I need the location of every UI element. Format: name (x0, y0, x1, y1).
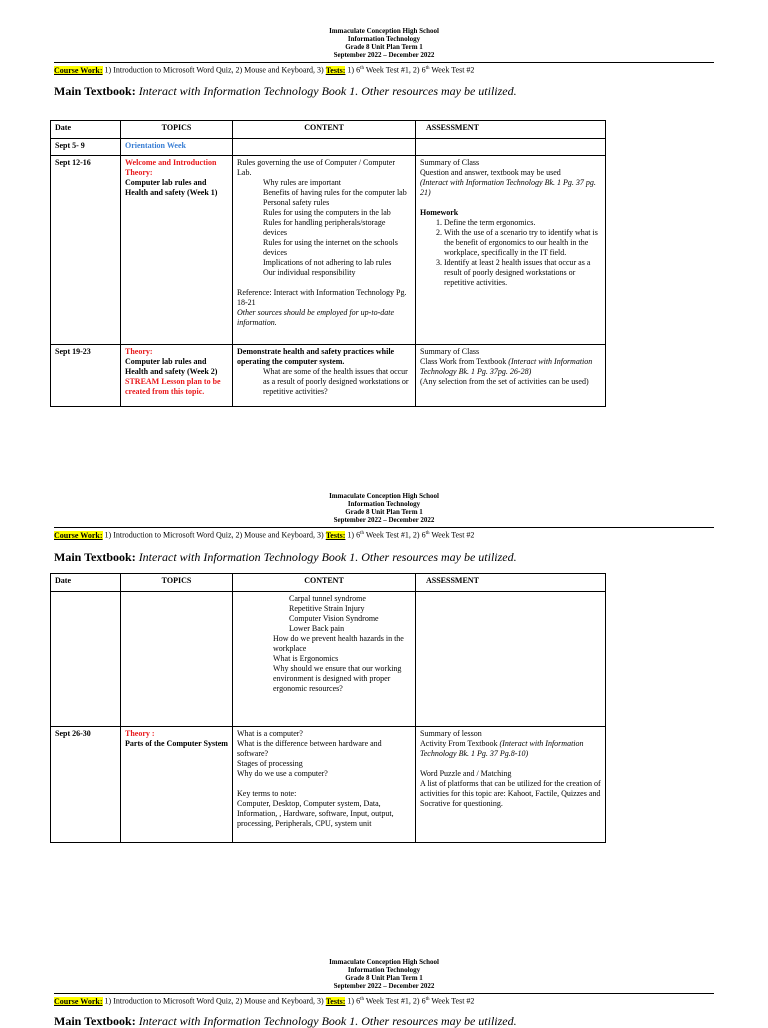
table-header-row: Date TOPICS CONTENT ASSESSMENT (51, 574, 606, 592)
page-header (0, 27, 768, 59)
table-row: Carpal tunnel syndrome Repetitive Strain Injury Computer Vision Syndrome Lower Back pain How do we prevent health hazards in the workplace What is Ergonomics Why should we ensure that our working environment is designed with proper ergonomic resources? (51, 592, 606, 727)
school-name: Immaculate Conception High School (329, 27, 439, 35)
main-textbook: Main Textbook: Interact with Information Technology Book 1. Other resources may be utilized. (54, 84, 517, 98)
col-assessment: ASSESSMENT (416, 121, 606, 139)
header-rule (54, 993, 714, 994)
col-date: Date (51, 121, 121, 139)
header-rule (54, 527, 714, 528)
col-content: CONTENT (233, 121, 416, 139)
subject-name: Information Technology (347, 35, 421, 43)
coursework-line: Course Work: 1) Introduction to Microsoft Word Quiz, 2) Mouse and Keyboard, 3) Tests: 1) 6th Week Test #1, 2) 6th Week Test #2 (54, 65, 475, 75)
homework-list: 1. Define the term ergonomics. 2. With the use of a scenario try to identify what is the benefit of ergonomics to our health in the workplace, specifically in the IT field. 3. Identify at least 2 health issues that occur as a result of poorly designed workstations or repetitive activities. (420, 218, 601, 288)
table-row: Sept 12-16 Welcome and Introduction Theory: Computer lab rules and Health and safety (Week 1) Rules governing the use of Computer / Computer Lab. Why rules are important Benefits of having rules for the computer lab Personal safety rules Rules for using the computers in the lab Rules for handling peripherals/storage devices Rules for using the internet on the schools devices Implications of not adhering to lab rules Our individual responsibility Reference: Interact with Information Technology Pg. 18-21 Other sources should be employed for up-to-date information. Summary of Class Question and answer, textbook may be used (Interact with Information Technology Bk. 1 Pg. 37 pg. 21) Homework 1. Define the term ergonomics. 2. With the use of a scenario try to identify what is the benefit of ergonomics to our health in the workplace, specifically in the IT field. 3. Identify at least 2 health issues that occur as a result of poorly designed workstations or repetitive activities. (51, 156, 606, 345)
table-header-row (51, 121, 606, 139)
page-header: Immaculate Conception High School Information Technology Grade 8 Unit Plan Term 1 September 2022 – December 2022 (329, 492, 439, 524)
table-row: Sept 26-30 Theory : Parts of the Computer System What is a computer? What is the difference between hardware and software? Stages of processing Why do we use a computer? Key terms to note: Computer, Desktop, Computer system, Data, Information, , Hardware, software, Input, output, processing, Peripherals, CPU, system unit Summary of lesson Activity From Textbook (Interact with Information Technology Bk. 1 Pg. 37 Pg.8-10) Word Puzzle and / Matching A list of platforms that can be utilized for the creation of activities for this topic are: Kahoot, Factile, Quizzes and Socrative for questioning. (51, 727, 606, 843)
main-textbook: Main Textbook: Interact with Information Technology Book 1. Other resources may be utilized. (54, 1014, 517, 1028)
unit-plan-table (50, 120, 606, 407)
plan-name: Grade 8 Unit Plan Term 1 (345, 43, 423, 51)
table-row: Sept 19-23 Theory: Computer lab rules and Health and safety (Week 2) STREAM Lesson plan to be created from this topic. Demonstrate health and safety practices while operating the computer system. What are some of the health issues that occur as a result of poorly designed workstations or repetitive activities? Summary of Class Class Work from Textbook (Interact with Information Technology Bk. 1 Pg. 37pg. 26-28) (Any selection from the set of activities can be used) (51, 345, 606, 407)
term-dates: September 2022 – December 2022 (333, 51, 435, 59)
main-textbook: Main Textbook: Interact with Information Technology Book 1. Other resources may be utilized. (54, 550, 517, 564)
coursework-line: Course Work: 1) Introduction to Microsoft Word Quiz, 2) Mouse and Keyboard, 3) Tests: 1) 6th Week Test #1, 2) 6th Week Test #2 (54, 996, 475, 1006)
table-row: Sept 5- 9 Orientation Week (51, 139, 606, 156)
coursework-line: Course Work: 1) Introduction to Microsoft Word Quiz, 2) Mouse and Keyboard, 3) Tests: 1) 6th Week Test #1, 2) 6th Week Test #2 (54, 530, 475, 540)
header-rule (54, 62, 714, 63)
unit-plan-table (50, 573, 606, 843)
page-header: Immaculate Conception High School Information Technology Grade 8 Unit Plan Term 1 September 2022 – December 2022 (329, 958, 439, 990)
col-topics: TOPICS (121, 121, 233, 139)
